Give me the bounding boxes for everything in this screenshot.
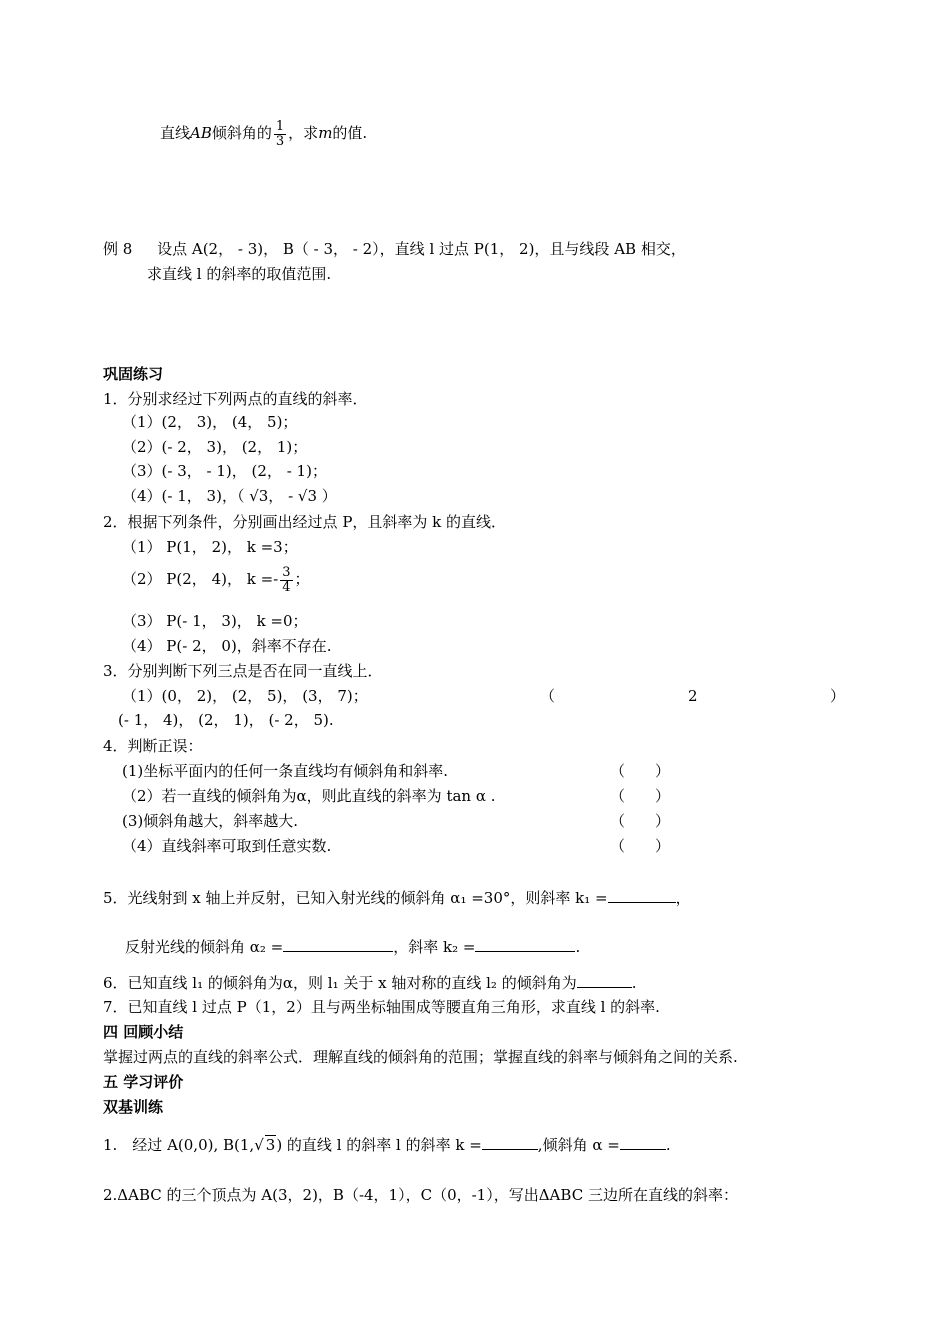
text: ) 的直线 l 的斜率 l 的斜率 k = (276, 1136, 482, 1154)
question-4-item: (3)倾斜角越大，斜率越大. (122, 812, 299, 830)
question-2-item (122, 566, 310, 594)
text: 1. 经过 A(0,0), B(1, (103, 1136, 255, 1154)
eval-question-1 (103, 1135, 671, 1155)
fraction (274, 120, 286, 148)
text: 倾斜角的 (211, 124, 272, 143)
question-3-item: (- 1， 4)， (2， 1)， (- 2， 5). (118, 711, 334, 729)
question-4: 4．判断正误： (103, 737, 203, 755)
text: m (318, 124, 333, 143)
answer-paren: （ ） (610, 787, 671, 805)
sqrt-radicand: 3 (265, 1136, 276, 1154)
fraction-denominator: 4 (282, 579, 291, 595)
answer-blank[interactable] (283, 937, 393, 952)
eval-heading: 五 学习评价 (103, 1073, 184, 1091)
question-5-line2 (125, 937, 580, 957)
answer-paren: （ ） (610, 762, 671, 780)
question-4-item: (1)坐标平面内的任何一条直线均有倾斜角和斜率. (122, 762, 449, 780)
question-4-item: （4）直线斜率可取到任意实数. (122, 837, 332, 855)
question-1-item: （1）(2， 3)， (4， 5)； (122, 413, 298, 431)
question-2-item: （3） P(- 1， 3)， k =0； (122, 612, 308, 630)
question-1: 1．分别求经过下列两点的直线的斜率． (103, 390, 368, 408)
text: . (575, 938, 581, 956)
question-2: 2．根据下列条件，分别画出经过点 P，且斜率为 k 的直线． (103, 513, 507, 531)
answer-blank[interactable] (608, 888, 676, 903)
question-5-line1 (103, 888, 691, 908)
question-3-item-close: ） (830, 687, 846, 705)
practice-heading: 巩固练习 (103, 365, 164, 383)
question-2-item: （1） P(1， 2)， k =3； (122, 538, 298, 556)
question-3-item: （1）(0， 2)， (2， 5)， (3， 7)； (122, 687, 368, 705)
example-8 (103, 240, 686, 259)
eval-question-2: 2.ΔABC 的三个顶点为 A(3，2)，B（-4，1），C（0，-1），写出ΔABC 三边所在直线的斜率： (103, 1186, 738, 1204)
question-2-item: （4） P(- 2， 0)，斜率不存在. (122, 637, 332, 655)
text: 6．已知直线 l₁ 的倾斜角为α，则 l₁ 关于 x 轴对称的直线 l₂ 的倾斜角为 (103, 974, 577, 992)
answer-blank[interactable] (475, 937, 575, 952)
top-line (160, 120, 367, 148)
question-6 (103, 973, 637, 993)
answer-paren: （ ） (610, 837, 671, 855)
text: 的值. (332, 124, 368, 143)
question-3-item-number: 2 (688, 687, 698, 705)
question-1-item: （2）(- 2， 3)， (2， 1)； (122, 438, 308, 456)
text: ,倾斜角 α = (537, 1136, 620, 1154)
example-label: 例 8 (103, 240, 133, 258)
text: . (631, 974, 637, 992)
question-3-item-open: （ (540, 687, 556, 705)
fraction-numerator: 1 (275, 119, 285, 134)
question-3: 3．分别判断下列三点是否在同一直线上． (103, 662, 383, 680)
fraction (280, 566, 292, 594)
answer-blank[interactable] (482, 1135, 538, 1150)
fraction-denominator: 3 (275, 133, 285, 149)
sqrt-icon: √ (254, 1136, 264, 1154)
answer-blank[interactable] (577, 973, 632, 988)
question-7: 7．已知直线 l 过点 P（1，2）且与两坐标轴围成等腰直角三角形，求直线 l 的斜率. (103, 998, 660, 1016)
text: ，斜率 k₂ = (393, 938, 476, 956)
review-text: 掌握过两点的直线的斜率公式．理解直线的倾斜角的范围；掌握直线的斜率与倾斜角之间的关系. (103, 1048, 738, 1066)
question-1-item: （3）(- 3， - 1)， (2， - 1)； (122, 462, 327, 480)
eval-subheading: 双基训练 (103, 1098, 164, 1116)
question-1-item: （4）(- 1， 3)，（ √3， - √3 ） (122, 487, 337, 505)
question-4-item: （2）若一直线的倾斜角为α，则此直线的斜率为 tan α . (122, 787, 496, 805)
text: . (665, 1136, 671, 1154)
text: 直线 (160, 124, 191, 143)
text: 反射光线的倾斜角 α₂ = (125, 938, 284, 956)
answer-paren: （ ） (610, 812, 671, 830)
text: ， (675, 889, 691, 907)
text: ，求 (288, 124, 319, 143)
review-heading: 四 回顾小结 (103, 1023, 184, 1041)
answer-blank[interactable] (620, 1135, 666, 1150)
example-text: 设点 A(2， - 3)， B（ - 3， - 2），直线 l 过点 P(1， 2)，且与线段 AB 相交， (157, 240, 686, 258)
text: 5．光线射到 x 轴上并反射，已知入射光线的倾斜角 α₁ =30°，则斜率 k₁ = (103, 889, 608, 907)
text: ； (294, 570, 310, 589)
text: AB (190, 124, 212, 143)
fraction-numerator: 3 (282, 565, 291, 580)
example-8-line2: 求直线 l 的斜率的取值范围. (147, 265, 332, 283)
text: （2） P(2， 4)， k =- (122, 570, 279, 589)
